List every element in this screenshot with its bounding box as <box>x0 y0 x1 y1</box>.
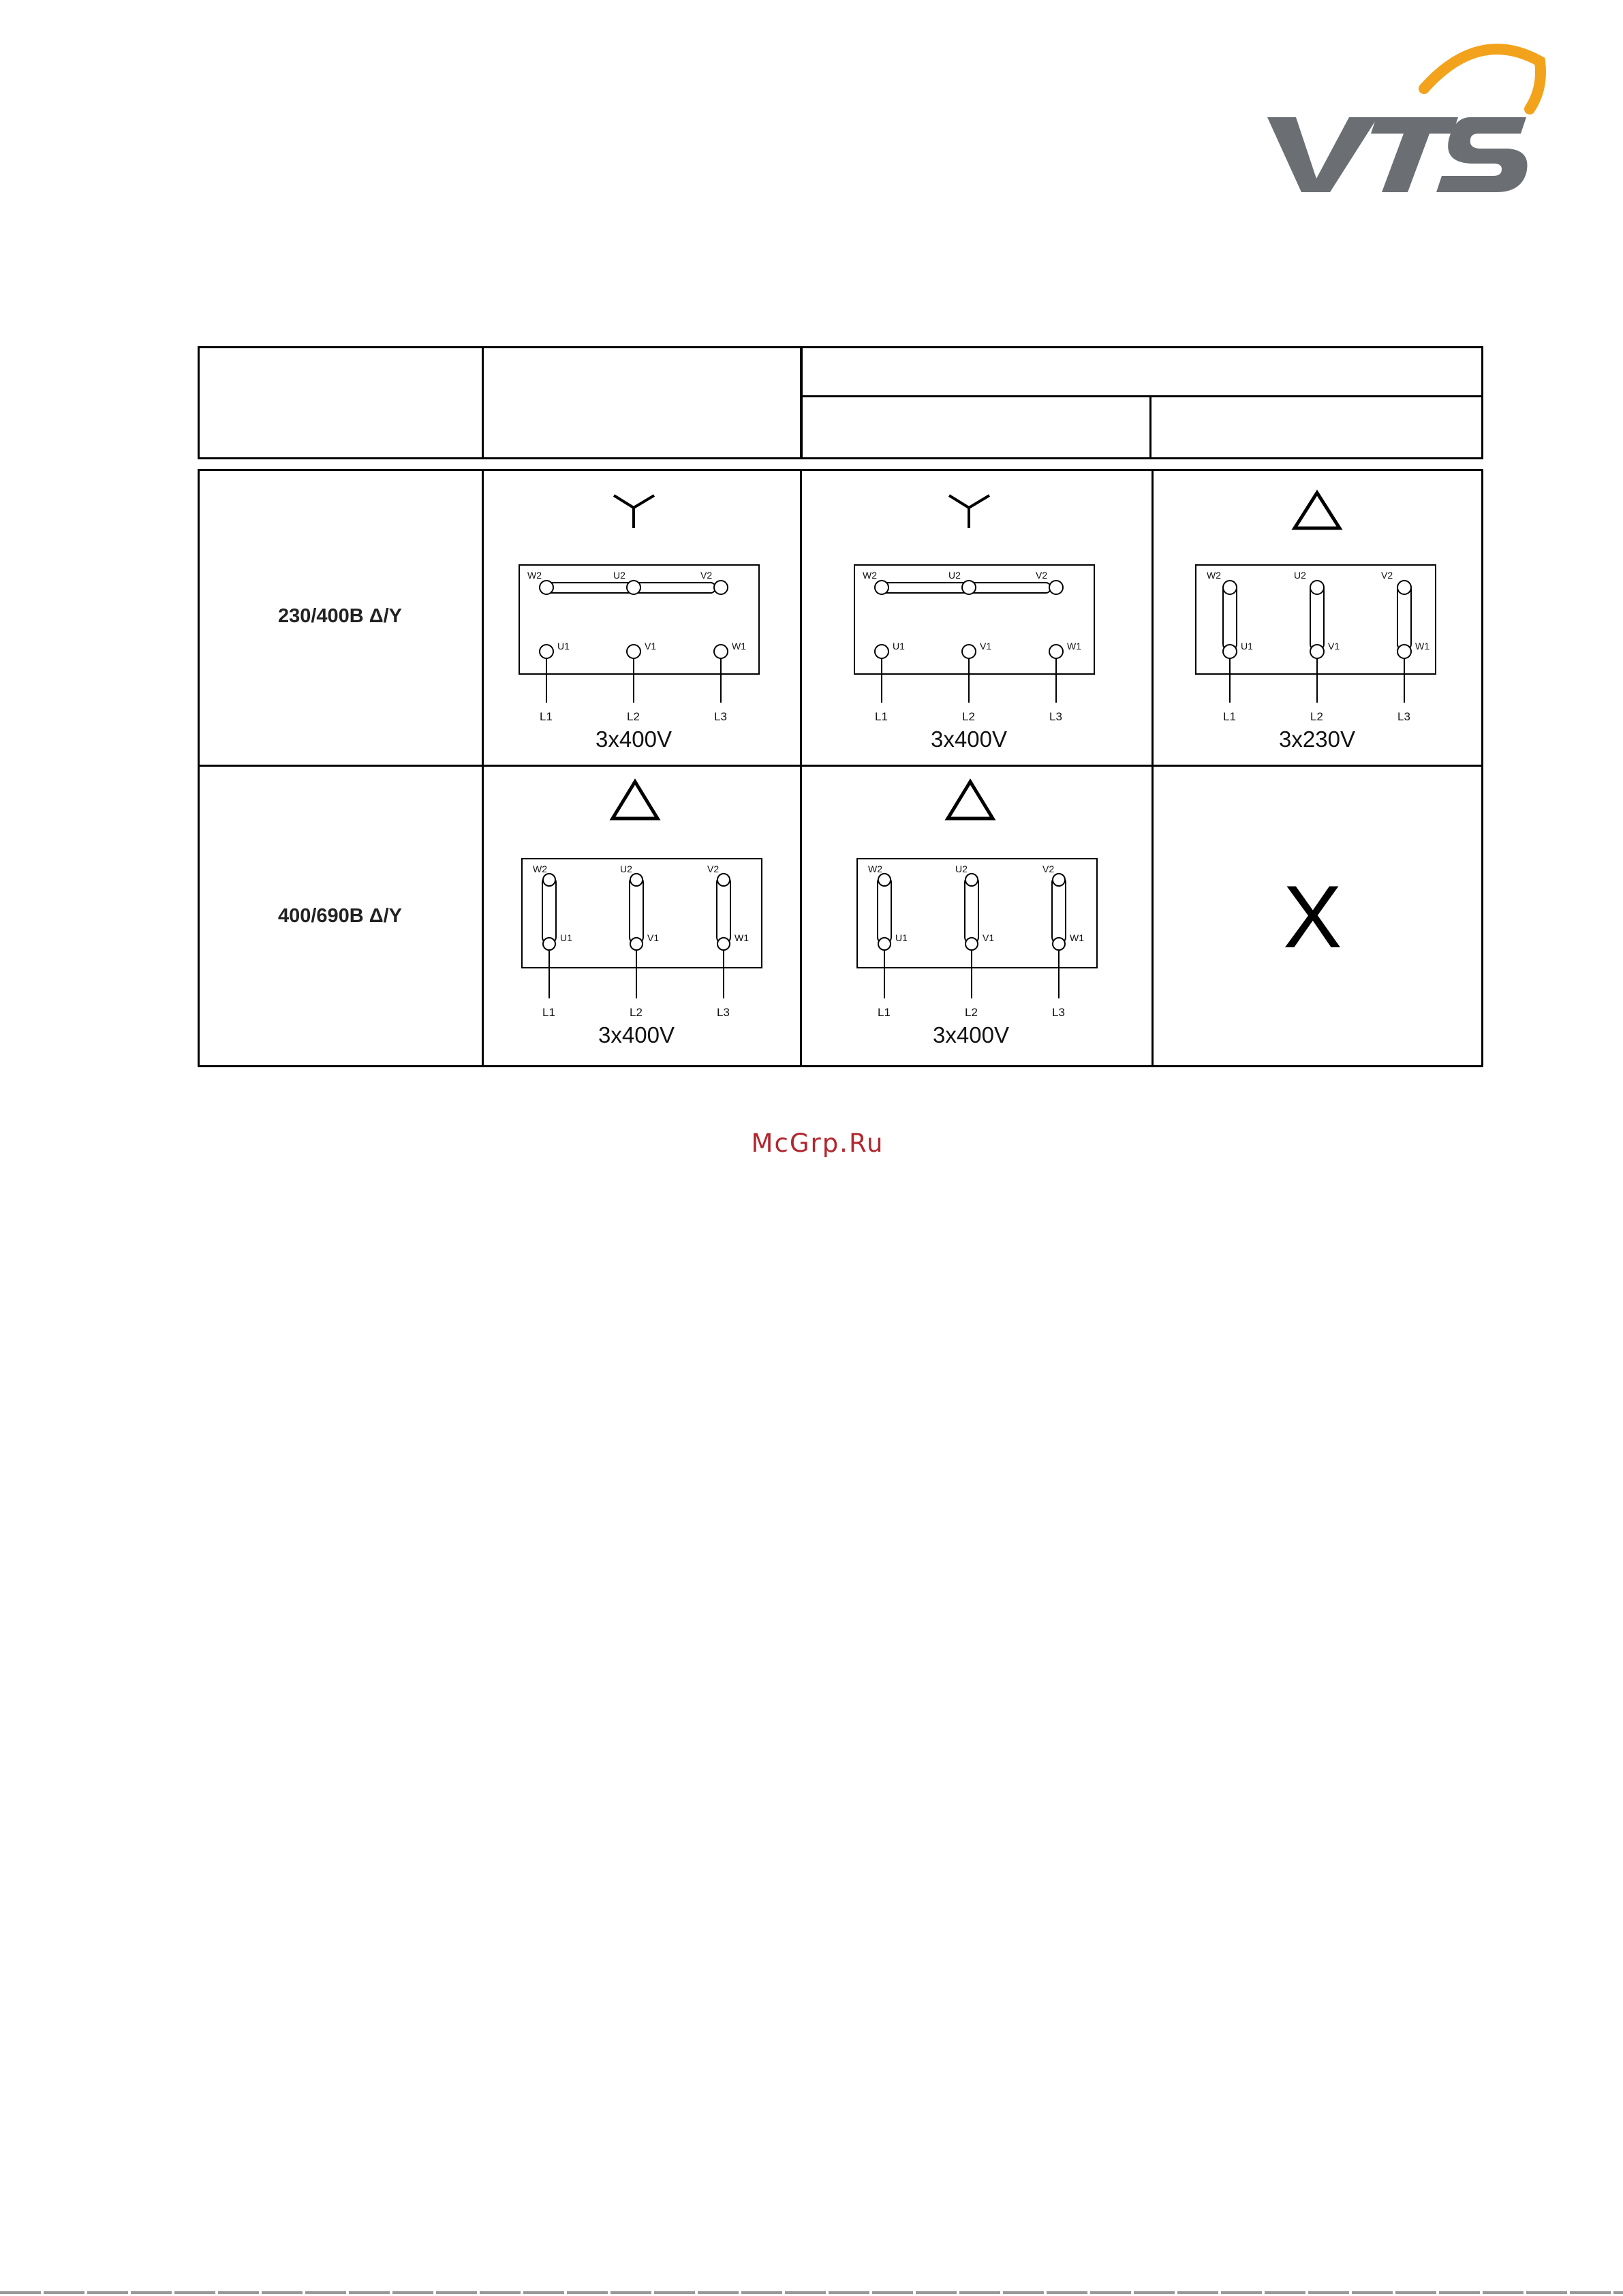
delta-symbol-icon <box>1295 493 1340 528</box>
svg-text:V1: V1 <box>983 932 995 943</box>
voltage-label: 3x400V <box>931 726 1007 752</box>
svg-text:U1: U1 <box>557 641 570 652</box>
svg-text:L3: L3 <box>714 710 727 723</box>
delta-symbol-icon <box>948 782 993 818</box>
svg-text:V1: V1 <box>980 641 992 652</box>
svg-text:L1: L1 <box>1223 710 1236 723</box>
row-label-230-400: 230/400B Δ/Y <box>277 605 403 627</box>
svg-text:L1: L1 <box>542 1006 555 1019</box>
diagram-delta-connection <box>1154 471 1481 765</box>
svg-text:W2: W2 <box>868 863 882 874</box>
svg-text:W2: W2 <box>533 863 547 874</box>
star-symbol-icon <box>949 495 989 528</box>
diagram-star-connection <box>802 471 1151 765</box>
voltage-label: 3x230V <box>1279 726 1355 752</box>
svg-text:U1: U1 <box>560 932 572 943</box>
star-symbol-icon <box>614 495 654 528</box>
vts-logo <box>1254 34 1547 198</box>
diagram-delta-connection <box>484 767 800 1065</box>
row-label-400-690: 400/690B Δ/Y <box>277 905 403 927</box>
svg-text:V1: V1 <box>647 932 660 943</box>
svg-text:V2: V2 <box>707 863 720 874</box>
svg-text:L2: L2 <box>962 710 975 723</box>
svg-text:V2: V2 <box>1042 863 1055 874</box>
svg-text:U1: U1 <box>895 932 908 943</box>
svg-text:V1: V1 <box>1328 641 1340 652</box>
svg-text:U2: U2 <box>613 570 625 581</box>
svg-text:V2: V2 <box>1036 570 1048 581</box>
svg-text:V2: V2 <box>700 570 713 581</box>
svg-text:L1: L1 <box>875 710 888 723</box>
svg-text:U2: U2 <box>620 863 632 874</box>
svg-text:U2: U2 <box>955 863 968 874</box>
svg-text:W2: W2 <box>527 570 542 581</box>
voltage-label: 3x400V <box>596 726 672 752</box>
svg-text:L3: L3 <box>717 1006 730 1019</box>
svg-text:W1: W1 <box>1070 932 1084 943</box>
x-mark: X <box>1283 867 1342 966</box>
diagram-delta-connection <box>802 767 1151 1065</box>
not-applicable-cell <box>1154 767 1481 1065</box>
svg-text:W1: W1 <box>735 932 749 943</box>
voltage-label: 3x400V <box>598 1022 675 1047</box>
svg-text:L2: L2 <box>1310 710 1323 723</box>
watermark: McGrp.Ru <box>751 1129 884 1158</box>
svg-text:L2: L2 <box>627 710 640 723</box>
svg-text:W2: W2 <box>1207 570 1221 581</box>
table-header <box>198 346 1483 459</box>
svg-text:L1: L1 <box>878 1006 891 1019</box>
svg-text:W1: W1 <box>732 641 746 652</box>
svg-text:L3: L3 <box>1052 1006 1065 1019</box>
svg-text:W2: W2 <box>863 570 877 581</box>
svg-text:V2: V2 <box>1381 570 1393 581</box>
diagram-star-connection <box>484 471 800 765</box>
delta-symbol-icon <box>613 782 658 818</box>
svg-text:L1: L1 <box>540 710 553 723</box>
svg-text:L2: L2 <box>965 1006 978 1019</box>
svg-text:W1: W1 <box>1415 641 1429 652</box>
svg-text:V1: V1 <box>645 641 657 652</box>
footer-rule <box>0 2291 1623 2294</box>
svg-text:W1: W1 <box>1067 641 1081 652</box>
svg-text:L3: L3 <box>1397 710 1410 723</box>
svg-text:U2: U2 <box>948 570 961 581</box>
svg-text:U1: U1 <box>1241 641 1253 652</box>
voltage-label: 3x400V <box>933 1022 1009 1047</box>
svg-text:L3: L3 <box>1049 710 1062 723</box>
svg-text:L2: L2 <box>630 1006 643 1019</box>
svg-text:U2: U2 <box>1294 570 1306 581</box>
wiring-table <box>198 469 1483 1067</box>
svg-text:U1: U1 <box>893 641 905 652</box>
